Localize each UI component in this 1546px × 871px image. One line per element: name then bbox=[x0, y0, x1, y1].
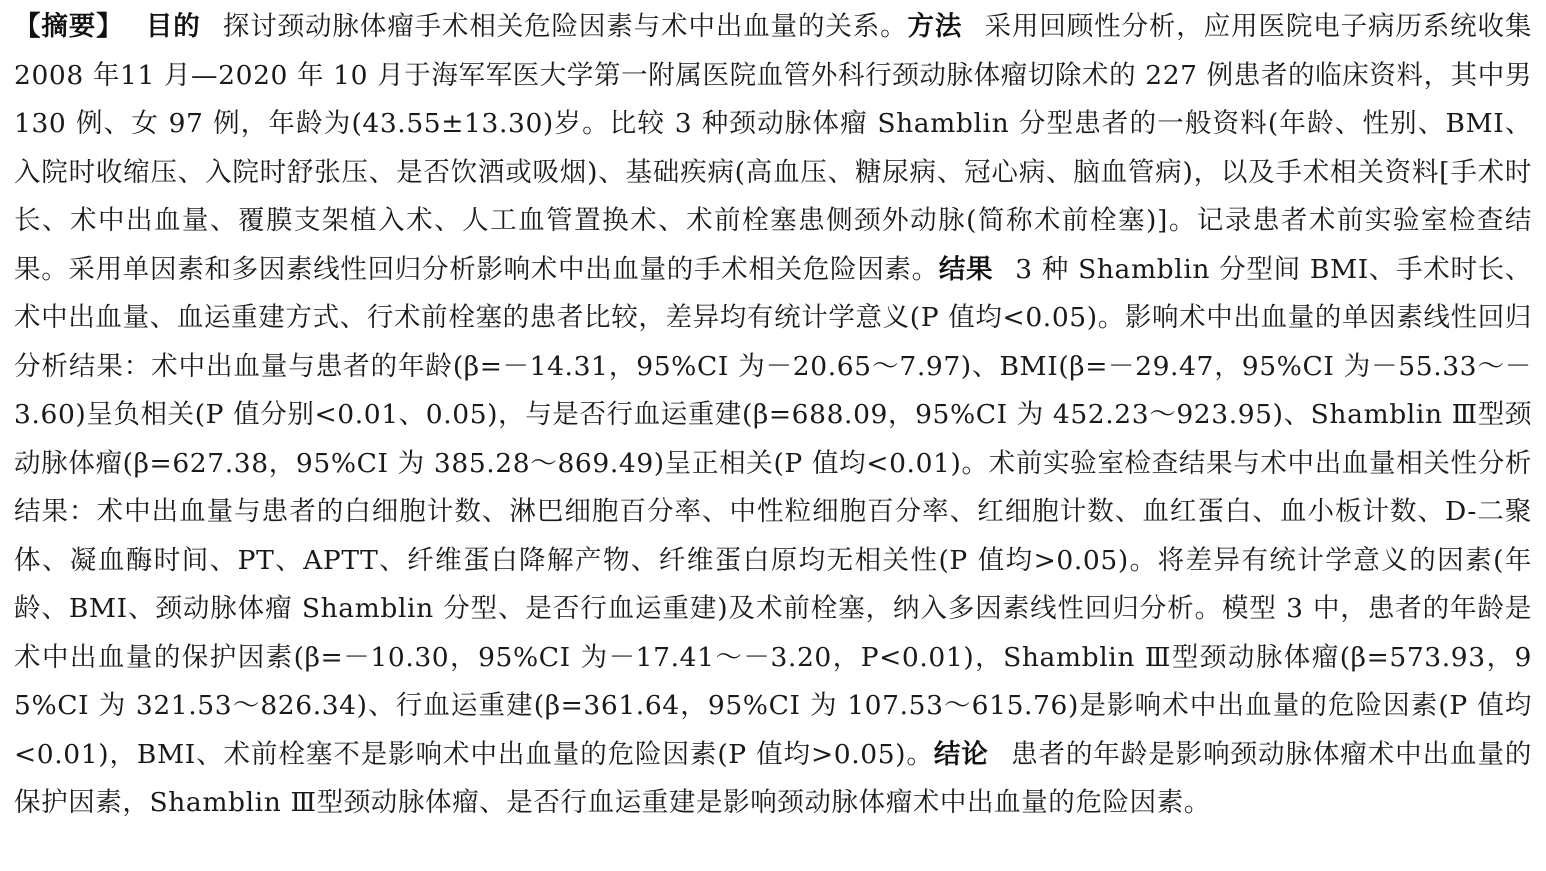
conclusion-text: 患者的年龄是影响颈动脉体瘤术中出血量的保护因素，Shamblin Ⅲ型颈动脉体瘤、是否行血运重建是影响颈动脉体瘤术中出血量的危险因素。 bbox=[14, 738, 1532, 818]
methods-text: 采用回顾性分析，应用医院电子病历系统收集 2008 年11 月—2020 年 10 月于海军军医大学第一附属医院血管外科行颈动脉体瘤切除术的 227 例患者的临床资料，其中男130 例、女 97 例，年龄为(43.55±13.30)岁。比较 3 种颈动脉体瘤 Shamblin 分型患者的一般资料(年龄、性别、BMI、入院时收缩压、入院时舒张压、是否饮酒或吸烟)、基础疾病(高血压、糖尿病、冠心病、脑血管病)，以及手术相关资料[手术时长、术中出血量、覆膜支架植入术、人工血管置换术、术前栓塞患侧颈外动脉(简称术前栓塞)]。记录患者术前实验室检查结果。采用单因素和多因素线性回归分析影响术中出血量的手术相关危险因素。 bbox=[14, 11, 1533, 285]
abstract-label: 【摘要】 bbox=[14, 11, 124, 42]
conclusion-heading: 结论 bbox=[933, 738, 989, 770]
results-heading: 结果 bbox=[938, 253, 994, 285]
methods-heading: 方法 bbox=[907, 11, 963, 42]
results-text: 3 种 Shamblin 分型间 BMI、手术时长、术中出血量、血运重建方式、行术前栓塞的患者比较，差异均有统计学意义(P 值均<0.05)。影响术中出血量的单因素线性回归分析结果：术中出血量与患者的年龄(β=－14.31，95%CI 为－20.65～7.97)、BMI(β=－29.47，95%CI 为－55.33～－3.60)呈负相关(P 值分别<0.01、0.05)，与是否行血运重建(β=688.09，95%CI 为 452.23～923.95)、Shamblin Ⅲ型颈动脉体瘤(β=627.38，95%CI 为 385.28～869.49)呈正相关(P 值均<0.01)。术前实验室检查结果与术中出血量相关性分析结果：术中出血量与患者的白细胞计数、淋巴细胞百分率、中性粒细胞百分率、红细胞计数、血红蛋白、血小板计数、D-二聚体、凝血酶时间、PT、APTT、纤维蛋白降解产物、纤维蛋白原均无相关性(P 值均>0.05)。将差异有统计学意义的因素(年龄、BMI、颈动脉体瘤 Shamblin 分型、是否行血运重建)及术前栓塞，纳入多因素线性回归分析。模型 3 中，患者的年龄是术中出血量的保护因素(β=－10.30，95%CI 为－17.41～－3.20，P<0.01)，Shamblin Ⅲ型颈动脉体瘤(β=573.93，95%CI 为 321.53～826.34)、行血运重建(β=361.64，95%CI 为 107.53～615.76)是影响术中出血量的危险因素(P 值均<0.01)，BMI、术前栓塞不是影响术中出血量的危险因素(P 值均>0.05)。 bbox=[14, 253, 1532, 770]
purpose-heading: 目的 bbox=[145, 11, 201, 42]
abstract-paragraph bbox=[14, 3, 1532, 828]
purpose-text: 探讨颈动脉体瘤手术相关危险因素与术中出血量的关系。 bbox=[222, 11, 908, 42]
